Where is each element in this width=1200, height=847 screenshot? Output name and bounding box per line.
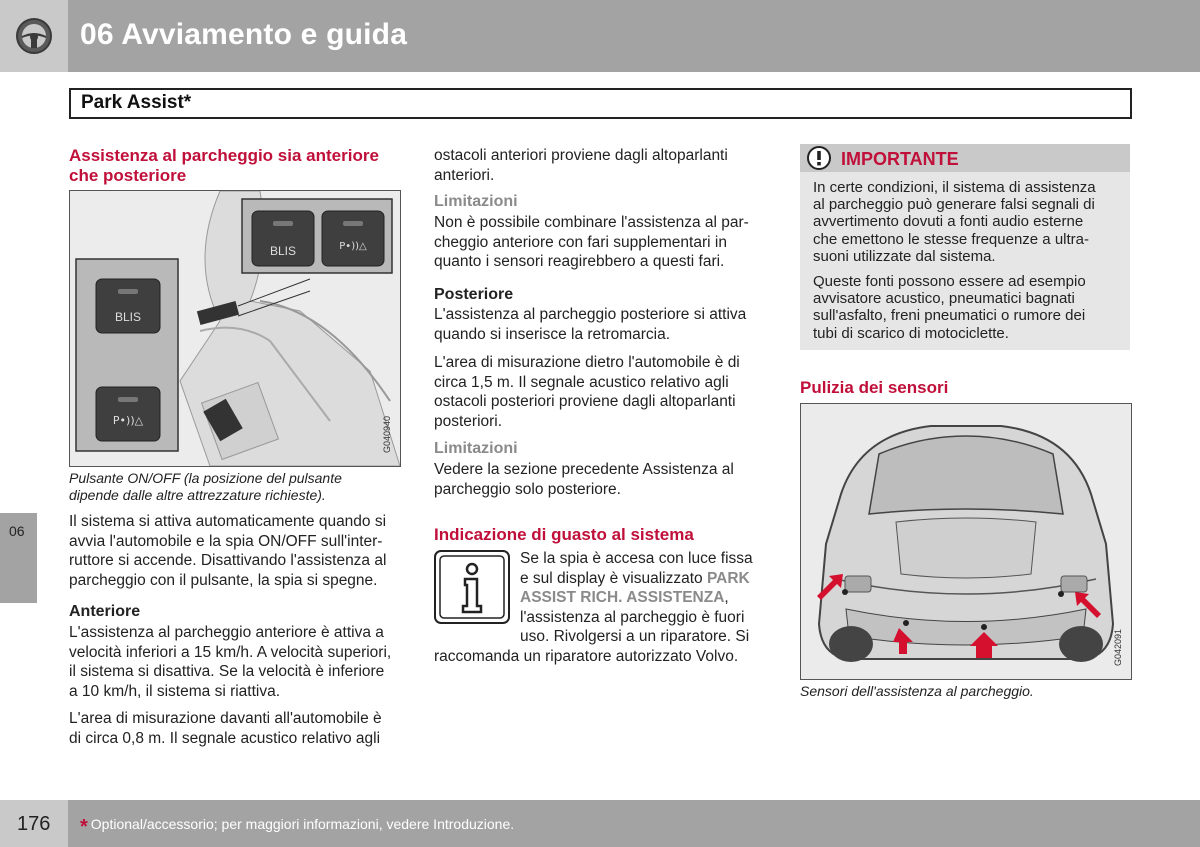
text-line: L'assistenza al parcheggio posteriore si attiva — [434, 306, 747, 323]
important-header — [800, 144, 1130, 172]
display-message: ASSIST RICH. ASSISTENZA — [520, 589, 725, 607]
button-figure-caption — [69, 470, 342, 504]
section-title-box — [69, 88, 1132, 119]
heading-limitazioni-1: Limitazioni — [434, 193, 518, 210]
paragraph-limitations-front — [434, 213, 749, 272]
caption-line: dipende dalle altre attrezzature richieste). — [69, 487, 326, 503]
important-box — [800, 144, 1130, 350]
text-line: al parcheggio può generare falsi segnali di — [813, 196, 1095, 214]
park-label-large: P•))△ — [112, 414, 144, 427]
text-line: quando si inserisce la retromarcia. — [434, 325, 671, 343]
text-line — [520, 588, 753, 608]
text-line: sull'asfalto, freni pneumatici o rumore dei — [813, 307, 1086, 325]
paragraph-activation — [69, 512, 386, 590]
text-line: a 10 km/h, il sistema si riattiva. — [69, 682, 281, 700]
blis-label-small: BLIS — [269, 244, 297, 258]
blis-label-large: BLIS — [114, 310, 142, 324]
text-span: , — [724, 589, 729, 607]
text-line: velocità inferiori a 15 km/h. A velocità superiori, — [69, 643, 392, 661]
chapter-title: 06 Avviamento e guida — [80, 18, 408, 51]
text-line: avvia l'automobile e la spia ON/OFF sull'inter- — [69, 532, 383, 550]
paragraph-front-area — [69, 709, 382, 748]
console-illustration — [70, 191, 400, 466]
header-bar — [0, 0, 1200, 72]
heading-sensor-cleaning: Pulizia dei sensori — [800, 378, 949, 397]
paragraph-fault — [520, 549, 753, 647]
text-line: parcheggio solo posteriore. — [434, 480, 621, 498]
footnote-text: Optional/accessorio; per maggiori informazioni, vedere Introduzione. — [90, 816, 515, 832]
text-line: ostacoli posteriori proviene dagli altoparlanti — [434, 393, 736, 411]
text-line: cheggio anteriore con fari supplementari in — [434, 233, 727, 251]
important-title: IMPORTANTE — [841, 149, 959, 169]
park-label-small: P•))△ — [339, 241, 367, 252]
heading-line-1: Assistenza al parcheggio sia anteriore — [69, 146, 379, 165]
section-title: Park Assist* — [81, 92, 192, 113]
text-line: di circa 0,8 m. Il segnale acustico relativo agli — [69, 729, 381, 747]
logo-box — [0, 0, 68, 72]
steering-wheel-icon — [0, 0, 68, 72]
text-line: parcheggio con il pulsante, la spia si spegne. — [69, 571, 378, 589]
caption-line: Pulsante ON/OFF (la posizione del pulsante — [69, 470, 342, 486]
text-line: anteriori. — [434, 166, 495, 184]
heading-anteriore: Anteriore — [69, 603, 141, 620]
info-icon — [434, 550, 510, 624]
text-line: l'assistenza al parcheggio è fuori — [520, 608, 745, 626]
text-span: e sul display è visualizzato — [520, 569, 707, 587]
text-line: raccomanda un riparatore autorizzato Volvo. — [434, 648, 739, 665]
text-line: avvertimento dovuti a fonti audio esterne — [813, 213, 1084, 231]
paragraph-limitations-rear — [434, 460, 734, 499]
warning-icon — [802, 144, 836, 172]
figure-code: G042091 — [1113, 628, 1123, 666]
sensor-figure — [800, 403, 1132, 680]
text-line: il sistema si disattiva. Se la velocità è inferiore — [69, 663, 385, 681]
paragraph-front-speed — [69, 623, 391, 701]
text-line: uso. Rivolgersi a un riparatore. Si — [520, 628, 750, 646]
text-line — [520, 569, 753, 589]
sensor-figure-caption: Sensori dell'assistenza al parcheggio. — [800, 683, 1034, 699]
heading-front-rear — [69, 146, 379, 186]
text-line: Non è possibile combinare l'assistenza al par- — [434, 214, 749, 231]
text-line: Il sistema si attiva automaticamente quando si — [69, 513, 387, 530]
footnote — [80, 816, 514, 839]
paragraph-rear-activation — [434, 305, 746, 344]
text-line: Queste fonti possono essere ad esempio — [813, 273, 1086, 290]
text-line: L'area di misurazione dietro l'automobile è di — [434, 354, 740, 371]
chapter-side-tab — [0, 513, 37, 603]
heading-posteriore: Posteriore — [434, 286, 514, 303]
text-line: che emettono le stesse frequenze a ultra- — [813, 230, 1089, 248]
text-line: avvisatore acustico, pneumatici bagnati — [813, 290, 1075, 308]
text-line: ostacoli anteriori proviene dagli altoparlanti — [434, 147, 728, 164]
page-number: 176 — [17, 813, 51, 835]
text-line: Vedere la sezione precedente Assistenza al — [434, 461, 734, 478]
text-line: circa 1,5 m. Il segnale acustico relativo agli — [434, 373, 729, 391]
heading-line-2: che posteriore — [69, 166, 187, 185]
text-line: posteriori. — [434, 412, 503, 430]
footer-bar — [0, 800, 1200, 847]
heading-limitazioni-2: Limitazioni — [434, 440, 518, 457]
text-line: ruttore si accende. Disattivando l'assistenza al — [69, 552, 387, 570]
figure-code: G040940 — [382, 415, 392, 453]
page-number-box — [0, 800, 68, 847]
heading-fault-indication: Indicazione di guasto al sistema — [434, 525, 694, 544]
important-paragraph-1 — [813, 179, 1096, 265]
side-tab-label: 06 — [9, 523, 25, 539]
text-line: suoni utilizzate dal sistema. — [813, 247, 996, 265]
display-message: PARK — [706, 569, 750, 587]
important-paragraph-2 — [813, 273, 1086, 342]
text-line: Se la spia è accesa con luce fissa — [520, 550, 753, 567]
text-line: L'area di misurazione davanti all'automobile è — [69, 710, 382, 727]
text-line: quanto i sensori reagirebbero a questi fari. — [434, 253, 725, 271]
text-line: tubi di scarico di motociclette. — [813, 324, 1009, 342]
footnote-mark: * — [80, 816, 88, 838]
text-line: L'assistenza al parcheggio anteriore è attiva a — [69, 624, 384, 641]
paragraph-continued — [434, 146, 728, 185]
paragraph-rear-area — [434, 353, 740, 431]
car-rear-illustration — [801, 404, 1131, 679]
button-figure — [69, 190, 401, 467]
text-line: In certe condizioni, il sistema di assistenza — [813, 179, 1096, 196]
